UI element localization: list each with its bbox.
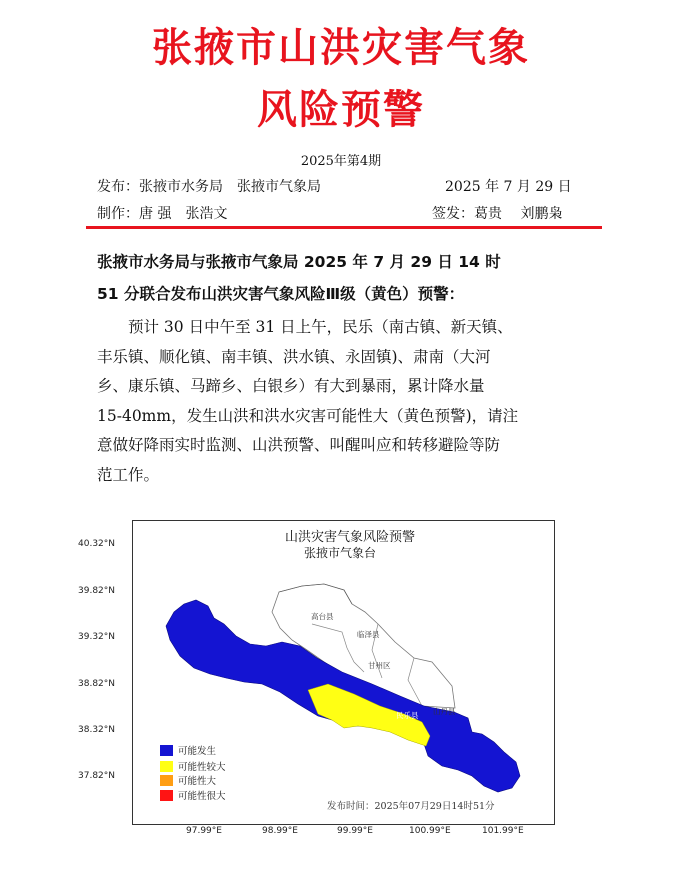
legend-item-likely [160, 774, 216, 786]
legend-item-possible [160, 744, 216, 756]
lat-tick-label: 39.82°N [78, 586, 115, 596]
legend-label: 可能性较大 [178, 762, 226, 773]
title-line-2: 风险预警 [257, 86, 425, 133]
map-subtitle: 张掖市气象台 [304, 546, 377, 560]
issue-number: 2025年第4期 [300, 154, 382, 169]
lon-tick-label: 100.99°E [409, 826, 451, 836]
header-divider [86, 226, 602, 229]
legend-swatch [160, 745, 173, 756]
paragraph-line: 意做好降雨实时监测、山洪预警、叫醒叫应和转移避险等防 [97, 436, 501, 455]
legend-swatch [160, 790, 173, 801]
warning-paragraph [97, 313, 587, 491]
signer: 签发：葛贵 刘鹏枭 [432, 206, 563, 222]
legend-label: 可能性很大 [178, 791, 226, 802]
maker: 制作：唐 强 张浩文 [97, 206, 228, 222]
legend-swatch [160, 775, 173, 786]
title-line-1: 张掖市山洪灾害气象 [152, 24, 530, 71]
legend-label: 可能发生 [178, 746, 217, 757]
legend-label: 可能性大 [178, 776, 217, 787]
lat-tick-label: 40.32°N [78, 539, 115, 549]
lead-line-2: 51 分联合发布山洪灾害气象风险Ⅲ级（黄色）预警： [97, 285, 465, 303]
lat-tick-label: 38.32°N [78, 725, 115, 735]
lat-tick-label: 37.82°N [78, 771, 115, 781]
map-title: 山洪灾害气象风险预警 [285, 530, 416, 545]
paragraph-line: 15-40mm，发生山洪和洪水灾害可能性大（黄色预警)，请注 [97, 406, 519, 425]
lon-tick-label: 97.99°E [186, 826, 222, 836]
lat-tick-label: 39.32°N [78, 632, 115, 642]
paragraph-line: 乡、康乐镇、马蹄乡、白银乡）有大到暴雨，累计降水量 [97, 377, 485, 396]
lon-tick-label: 98.99°E [262, 826, 298, 836]
county-label: 高台县 [311, 612, 334, 621]
lead-line-1: 张掖市水务局与张掖市气象局 2025 年 7 月 29 日 14 时 [97, 253, 501, 271]
county-label: 临泽县 [357, 630, 380, 639]
county-label: 甘州区 [368, 661, 391, 670]
legend-swatch [160, 761, 173, 772]
legend-item-more-likely [160, 760, 226, 772]
legend-item-very-likely [160, 789, 226, 801]
county-label: 山丹县 [433, 707, 456, 716]
publish-date: 2025 年 7 月 29 日 [445, 179, 572, 195]
map-publish-time: 发布时间：2025年07月29日14时51分 [327, 801, 495, 812]
lon-tick-label: 101.99°E [482, 826, 524, 836]
lon-tick-label: 99.99°E [337, 826, 373, 836]
lat-tick-label: 38.82°N [78, 679, 115, 689]
paragraph-line: 范工作。 [97, 465, 160, 484]
county-label: 民乐县 [396, 711, 419, 720]
paragraph-line: 丰乐镇、顺化镇、南丰镇、洪水镇、永固镇)、肃南（大河 [97, 347, 491, 366]
publisher: 发布：张掖市水务局 张掖市气象局 [97, 179, 321, 195]
paragraph-line: 预计 30 日中午至 31 日上午，民乐（南古镇、新天镇、 [97, 318, 513, 336]
